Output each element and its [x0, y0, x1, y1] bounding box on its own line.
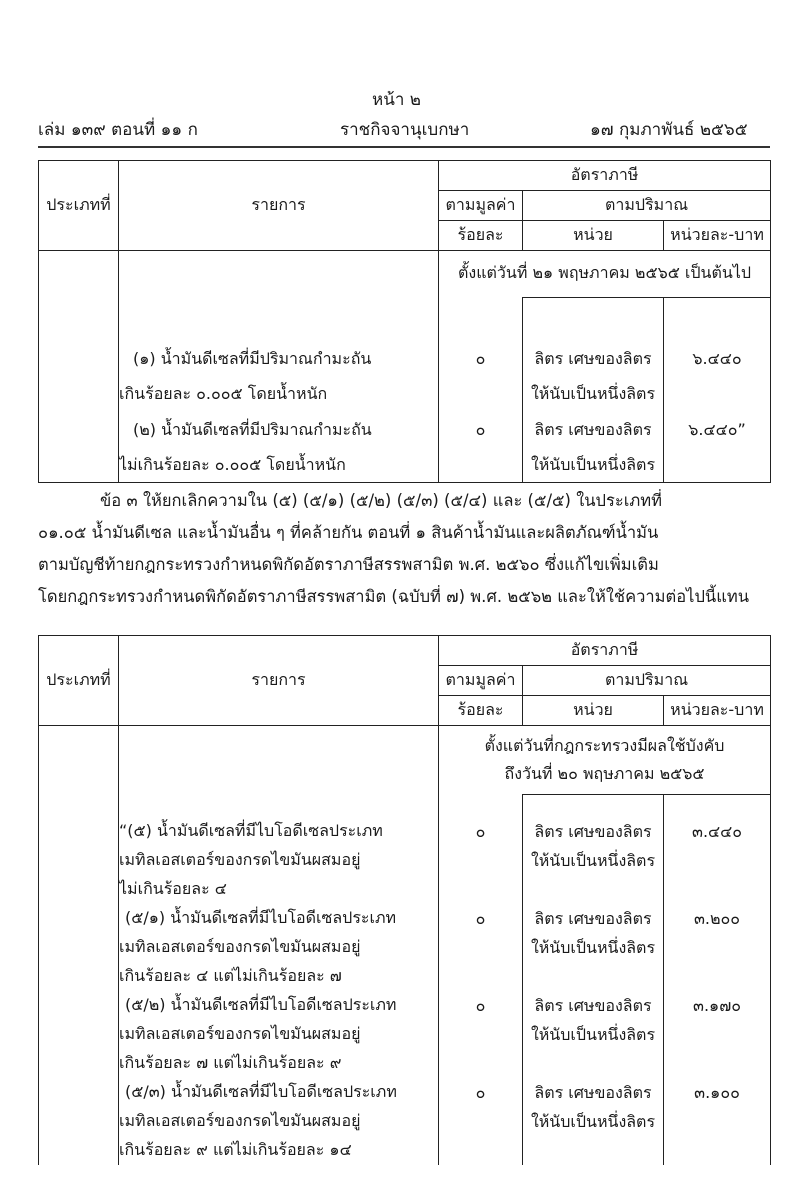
item-desc: ไม่เกินร้อยละ ๔ — [119, 879, 227, 898]
unit-text: ลิตร เศษของลิตร — [534, 996, 652, 1015]
item-desc: เกินร้อยละ ๙ แต่ไม่เกินร้อยละ ๑๔ — [119, 1140, 352, 1159]
item-desc: เมทิลเอสเตอร์ของกรดไขมันผสมอยู่ — [119, 937, 361, 956]
value-percent: ๐ — [475, 348, 486, 368]
period-label: ตั้งแต่วันที่ ๒๑ พฤษภาคม ๒๕๖๕ เป็นต้นไป — [439, 251, 771, 298]
header-item: รายการ — [119, 636, 439, 726]
amount-cell — [664, 795, 771, 1166]
unit-text: ให้นับเป็นหนึ่งลิตร — [530, 1112, 656, 1131]
amount-baht: ๓.๑๗๐ — [693, 996, 741, 1015]
unit-text: ลิตร เศษของลิตร — [534, 822, 652, 841]
value-percent: ๐ — [475, 1082, 486, 1102]
clause-3-paragraph — [38, 485, 770, 613]
value-percent: ๐ — [475, 995, 486, 1015]
item-desc: (๕/๓) น้ำมันดีเซลที่มีไบโอดีเซลประเภท — [125, 1082, 397, 1101]
value-percent: ๐ — [475, 821, 486, 841]
value-cell — [439, 298, 523, 483]
header-percent: ร้อยละ — [439, 696, 523, 726]
page-number: หน้า ๒ — [372, 90, 421, 110]
paragraph-line: ตามบัญชีท้ายกฎกระทรวงกำหนดพิกัดอัตราภาษีสรรพสามิต พ.ศ. ๒๕๖๐ ซึ่งแก้ไขเพิ่มเติม — [38, 555, 659, 574]
item-cell — [119, 251, 439, 483]
header-type: ประเภทที่ — [39, 161, 119, 251]
value-percent: ๐ — [475, 419, 486, 439]
amount-baht: ๖.๔๔๐ — [692, 349, 742, 368]
unit-text: ลิตร เศษของลิตร — [534, 1083, 652, 1102]
item-desc: เกินร้อยละ ๐.๐๐๕ โดยน้ำหนัก — [119, 384, 328, 403]
tax-rate-table-2 — [38, 635, 771, 1165]
header-divider — [38, 146, 770, 148]
header-percent: ร้อยละ — [439, 221, 523, 251]
unit-text: ให้นับเป็นหนึ่งลิตร — [530, 455, 656, 474]
item-desc: (๒) น้ำมันดีเซลที่มีปริมาณกำมะถัน — [133, 420, 372, 439]
unit-cell — [523, 795, 664, 1166]
item-desc: (๑) น้ำมันดีเซลที่มีปริมาณกำมะถัน — [133, 349, 372, 368]
header-item: รายการ — [119, 161, 439, 251]
unit-text: ให้นับเป็นหนึ่งลิตร — [530, 938, 656, 957]
header-rate: อัตราภาษี — [439, 161, 771, 191]
item-desc: ไม่เกินร้อยละ ๐.๐๐๕ โดยน้ำหนัก — [119, 455, 346, 474]
item-cell — [119, 726, 439, 1166]
paragraph-line: ๐๑.๐๕ น้ำมันดีเซล และน้ำมันอื่น ๆ ที่คล้ายกัน ตอนที่ ๑ สินค้าน้ำมันและผลิตภัณฑ์น้ำมัน — [38, 523, 659, 542]
item-5-2 — [119, 990, 438, 1077]
item-desc: เกินร้อยละ ๗ แต่ไม่เกินร้อยละ ๙ — [119, 1053, 342, 1072]
unit-text: ลิตร เศษของลิตร — [534, 349, 652, 368]
value-cell — [439, 795, 523, 1166]
header-by-value: ตามมูลค่า — [439, 191, 523, 221]
header-unit: หน่วย — [523, 696, 664, 726]
unit-entry — [523, 991, 663, 1078]
publication-date: ๑๗ กุมภาพันธ์ ๒๕๖๕ — [590, 120, 748, 140]
amount-baht: ๓.๔๔๐ — [692, 822, 743, 841]
type-cell — [39, 251, 119, 483]
unit-text: ให้นับเป็นหนึ่งลิตร — [530, 384, 656, 403]
item-5-3 — [119, 1077, 438, 1164]
unit-text: ให้นับเป็นหนึ่งลิตร — [530, 851, 656, 870]
unit-text: ให้นับเป็นหนึ่งลิตร — [530, 1025, 656, 1044]
item-5-1 — [119, 903, 438, 990]
value-percent: ๐ — [475, 908, 486, 928]
unit-entry — [523, 904, 663, 991]
unit-text: ลิตร เศษของลิตร — [534, 909, 652, 928]
item-desc: เมทิลเอสเตอร์ของกรดไขมันผสมอยู่ — [119, 1111, 361, 1130]
volume-issue: เล่ม ๑๓๙ ตอนที่ ๑๑ ก — [38, 120, 198, 140]
header-by-value: ตามมูลค่า — [439, 666, 523, 696]
header-baht-per-unit: หน่วยละ-บาท — [664, 221, 771, 251]
header-by-quantity: ตามปริมาณ — [523, 666, 771, 696]
header-baht-per-unit: หน่วยละ-บาท — [664, 696, 771, 726]
item-desc: เมทิลเอสเตอร์ของกรดไขมันผสมอยู่ — [119, 850, 361, 869]
period-label — [439, 726, 771, 795]
type-cell — [39, 726, 119, 1166]
header-type: ประเภทที่ — [39, 636, 119, 726]
item-desc: (๕/๑) น้ำมันดีเซลที่มีไบโอดีเซลประเภท — [125, 908, 397, 927]
item-5 — [119, 816, 438, 903]
item-desc: เมทิลเอสเตอร์ของกรดไขมันผสมอยู่ — [119, 1024, 361, 1043]
paragraph-line: ข้อ ๓ ให้ยกเลิกความใน (๕) (๕/๑) (๕/๒) (๕/๓) (๕/๔) และ (๕/๕) ในประเภทที่ — [100, 491, 663, 510]
amount-baht: ๓.๑๐๐ — [694, 1083, 740, 1102]
amount-baht: ๓.๒๐๐ — [693, 909, 741, 928]
unit-cell — [523, 298, 664, 483]
header-unit: หน่วย — [523, 221, 664, 251]
unit-entry — [523, 817, 663, 904]
paragraph-line: โดยกฎกระทรวงกำหนดพิกัดอัตราภาษีสรรพสามิต (ฉบับที่ ๗) พ.ศ. ๒๕๖๒ และให้ใช้ความต่อไปนี้แทน — [38, 587, 749, 606]
item-desc: เกินร้อยละ ๔ แต่ไม่เกินร้อยละ ๗ — [119, 966, 342, 985]
amount-cell — [664, 298, 771, 483]
item-desc: (๕/๒) น้ำมันดีเซลที่มีไบโอดีเซลประเภท — [125, 995, 397, 1014]
period-line: ตั้งแต่วันที่กฎกระทรวงมีผลใช้บังคับ — [484, 736, 725, 755]
publication-title: ราชกิจจานุเบกษา — [340, 120, 470, 140]
unit-text: ลิตร เศษของลิตร — [534, 420, 652, 439]
header-by-quantity: ตามปริมาณ — [523, 191, 771, 221]
period-line: ถึงวันที่ ๒๐ พฤษภาคม ๒๕๖๕ — [504, 764, 705, 783]
header-rate: อัตราภาษี — [439, 636, 771, 666]
item-desc: “(๕) น้ำมันดีเซลที่มีไบโอดีเซลประเภท — [119, 821, 383, 840]
unit-entry — [523, 1078, 663, 1165]
amount-baht: ๖.๔๔๐” — [688, 420, 746, 439]
tax-rate-table-1 — [38, 160, 771, 483]
